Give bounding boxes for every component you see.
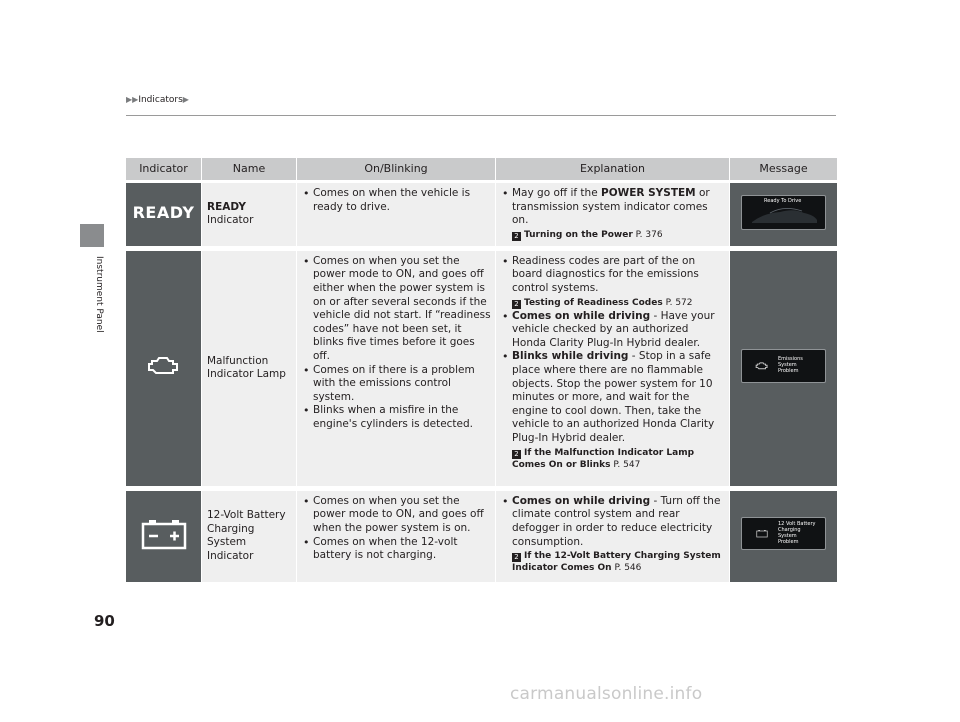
column-header-name: Name — [202, 158, 297, 180]
indicator-name: Indicator — [207, 214, 254, 227]
explanation-cell — [496, 246, 730, 486]
explanation-text: - Have your vehicle checked by an authorized Honda Clarity Plug-In Hybrid dealer. — [512, 309, 715, 349]
column-header-on-blinking: On/Blinking — [297, 158, 496, 180]
explanation-cell — [496, 180, 730, 246]
explanation-bold: POWER SYSTEM — [601, 187, 696, 199]
message-display-image — [741, 517, 826, 550]
explanation-item — [512, 350, 725, 445]
breadcrumb — [126, 95, 189, 105]
page-number: 90 — [94, 612, 115, 630]
explanation-bold: Blinks while driving — [512, 350, 629, 363]
message-text — [778, 521, 816, 545]
reference-title[interactable]: Turning on the Power — [524, 229, 633, 240]
reference-arrow-icon: 2 — [512, 300, 521, 309]
explanation-item — [512, 310, 725, 351]
breadcrumb-arrow-icon: ▶ — [182, 95, 189, 104]
reference-page[interactable]: P. 546 — [614, 563, 642, 574]
explanation-item: • Readiness codes are part of the on board diagnostics for the emissions control systems. — [512, 255, 725, 296]
explanation-item — [512, 187, 725, 228]
column-header-indicator: Indicator — [126, 158, 202, 180]
breadcrumb-arrow-icon: ▶▶ — [126, 95, 139, 104]
indicator-cell — [126, 180, 202, 246]
explanation-cell — [496, 486, 730, 582]
message-text: Ready To Drive — [764, 197, 802, 204]
reference-title[interactable]: If the 12-Volt Battery Charging System Indicator Comes On — [512, 551, 721, 574]
name-cell — [202, 180, 297, 246]
ready-icon: READY — [132, 203, 195, 223]
section-tab-marker — [80, 224, 104, 247]
message-cell — [730, 486, 837, 582]
column-header-message: Message — [730, 158, 837, 180]
reference-title[interactable]: If the Malfunction Indicator Lamp Comes On or Blinks — [512, 447, 695, 470]
message-display-image — [741, 349, 826, 383]
page-reference[interactable] — [500, 297, 725, 309]
reference-arrow-icon: 2 — [512, 450, 521, 459]
message-text — [778, 356, 803, 374]
message-cell — [730, 180, 837, 246]
table-row — [126, 246, 837, 486]
reference-page[interactable]: P. 572 — [665, 297, 693, 308]
explanation-text: - Stop in a safe place where there are no flammable objects. Stop the power system for 10 minutes or more, and wait for the engine to cool down. Then, take the vehicle to an authorized Honda Clarity Plug-In Hybrid dealer. — [512, 350, 715, 444]
breadcrumb-label[interactable]: Indicators — [138, 95, 183, 105]
header-rule — [126, 115, 836, 116]
on-blinking-item: • Comes on when the vehicle is ready to drive. — [313, 187, 491, 214]
explanation-bold: Comes on while driving — [512, 494, 651, 507]
explanation-item — [512, 495, 725, 549]
check-engine-icon — [146, 354, 182, 378]
reference-page[interactable]: P. 547 — [613, 459, 641, 470]
on-blinking-cell — [297, 180, 496, 246]
page-reference[interactable] — [500, 550, 725, 574]
message-line: Charging — [778, 527, 801, 534]
battery-icon — [140, 517, 188, 551]
indicator-cell — [126, 246, 202, 486]
page-reference[interactable] — [500, 447, 725, 471]
reference-arrow-icon: 2 — [512, 232, 521, 241]
message-line: Emissions — [778, 355, 803, 362]
table-row — [126, 486, 837, 582]
explanation-text: May go off if the — [512, 187, 601, 199]
column-header-explanation: Explanation — [496, 158, 730, 180]
on-blinking-item: • Blinks when a misfire in the engine's cylinders is detected. — [313, 404, 491, 431]
message-line: Problem — [778, 539, 799, 546]
indicator-name-bold: READY — [207, 200, 246, 213]
name-cell: 12-Volt Battery Charging System Indicator — [202, 486, 297, 582]
table-header-row — [126, 158, 837, 180]
message-cell — [730, 246, 837, 486]
on-blinking-item: • Comes on when you set the power mode to ON, and goes off either when the power system is on or after several seconds if the vehicle did not start. If “readiness codes” have not been set, it blinks five times before it goes off. — [313, 255, 491, 364]
on-blinking-item: • Comes on when the 12-volt battery is not charging. — [313, 536, 491, 563]
page-reference[interactable] — [500, 229, 725, 241]
check-engine-icon — [755, 361, 769, 371]
reference-page[interactable]: P. 376 — [635, 229, 663, 240]
on-blinking-item: • Comes on when you set the power mode to ON, and goes off when the power system is on. — [313, 495, 491, 536]
message-line: System — [778, 533, 797, 540]
reference-title[interactable]: Testing of Readiness Codes — [524, 297, 663, 308]
section-tab-label: Instrument Panel — [94, 256, 104, 333]
reference-arrow-icon: 2 — [512, 553, 521, 562]
on-blinking-cell — [297, 246, 496, 486]
message-line: Problem — [778, 367, 799, 374]
footer-watermark[interactable]: carmanualsonline.info — [510, 684, 703, 704]
on-blinking-item: • Comes on if there is a problem with the emissions control system. — [313, 364, 491, 405]
explanation-text: - Turn off the climate control system and rear defogger in order to reduce electricity consumption. — [512, 494, 721, 548]
indicator-cell — [126, 486, 202, 582]
explanation-text: or transmission system indicator comes on. — [512, 187, 710, 227]
on-blinking-cell — [297, 486, 496, 582]
explanation-bold: Comes on while driving — [512, 309, 651, 322]
table-row — [126, 180, 837, 246]
name-cell: Malfunction Indicator Lamp — [202, 246, 297, 486]
indicator-table — [126, 158, 837, 582]
message-line: 12 Volt Battery — [778, 521, 816, 528]
message-line: System — [778, 361, 797, 368]
message-display-image — [741, 195, 826, 230]
battery-icon — [756, 529, 768, 538]
